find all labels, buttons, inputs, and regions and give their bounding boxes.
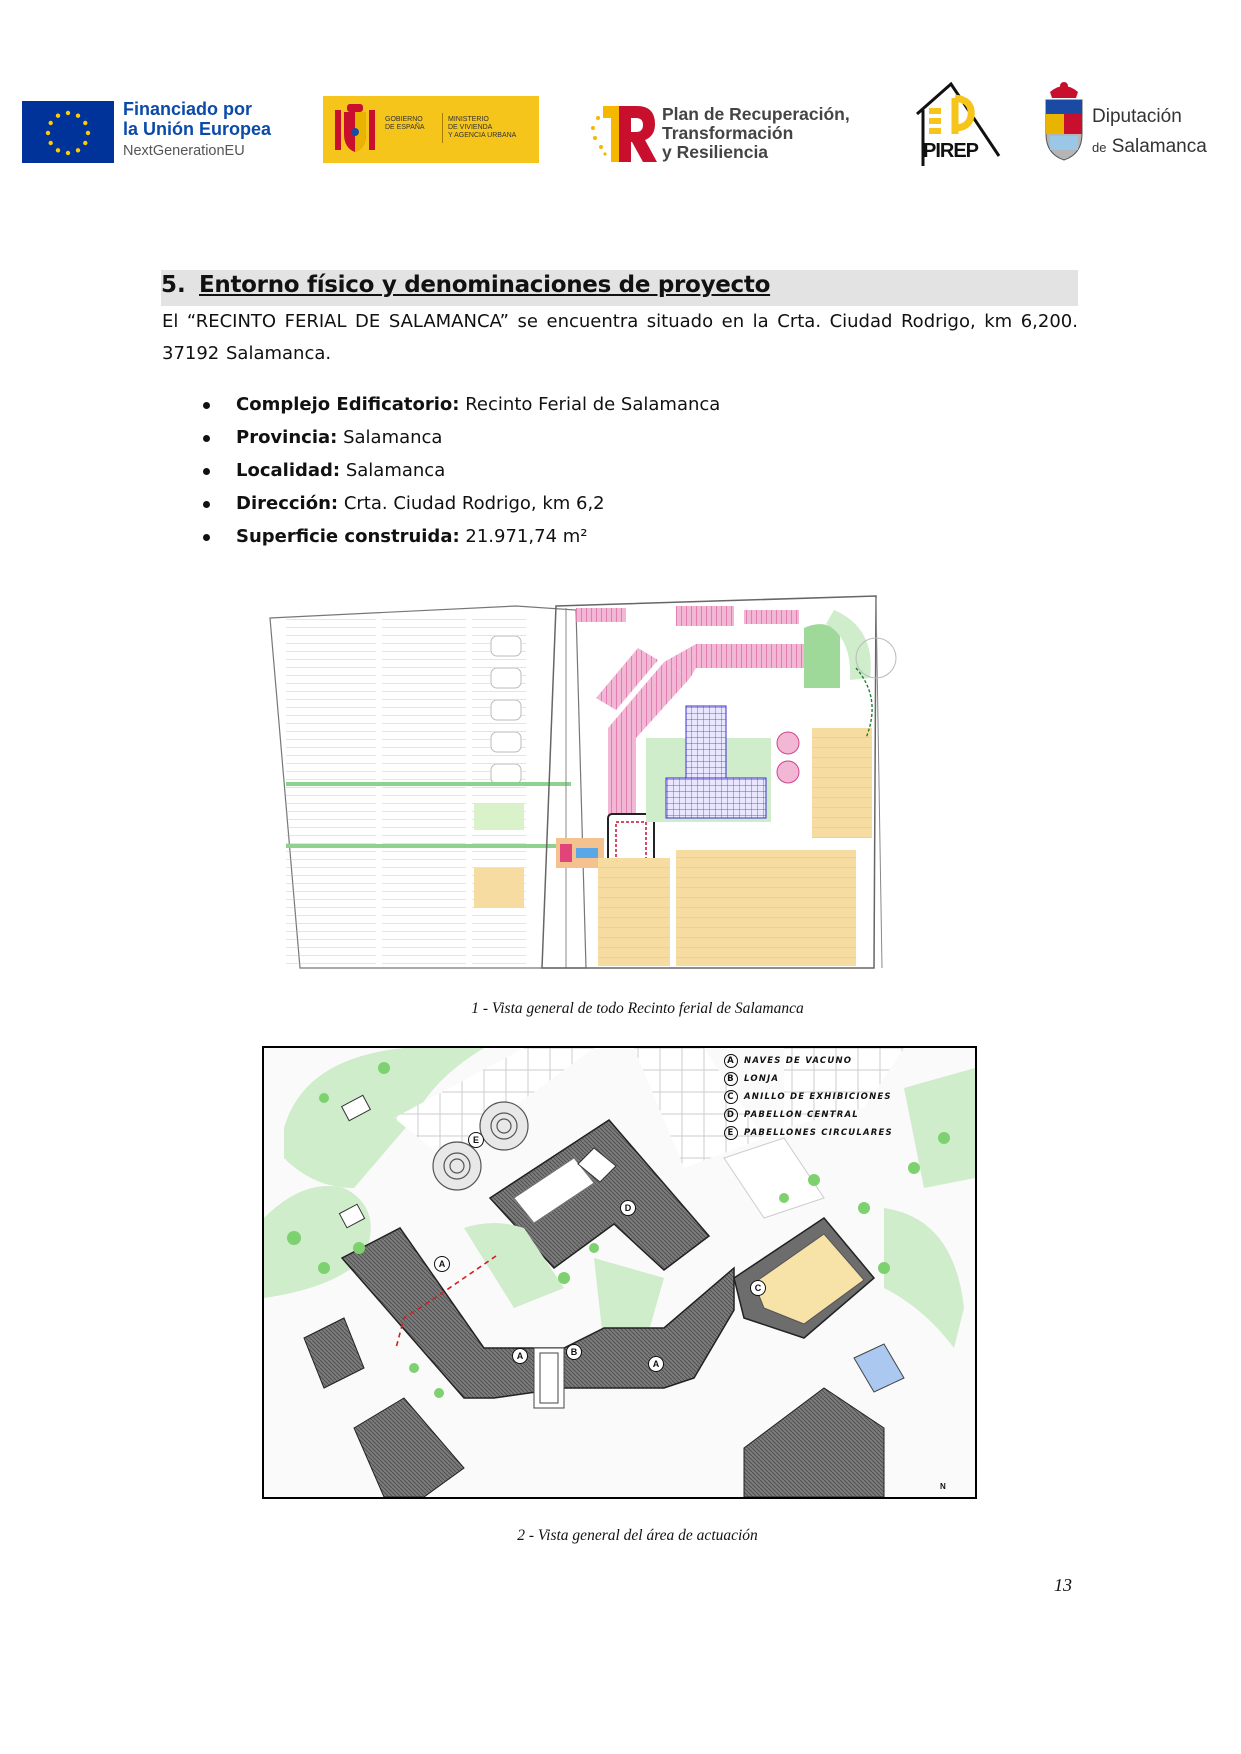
section-title: Entorno físico y denominaciones de proyecto bbox=[199, 272, 771, 298]
coat-of-arms-icon bbox=[331, 102, 379, 157]
legend-item: D PABELLON CENTRAL bbox=[724, 1106, 893, 1124]
list-item: Dirección: Crta. Ciudad Rodrigo, km 6,2 bbox=[162, 487, 720, 520]
marker-d: D bbox=[620, 1200, 636, 1216]
list-item: Provincia: Salamanca bbox=[162, 421, 720, 454]
list-item: Localidad: Salamanca bbox=[162, 454, 720, 487]
section-number: 5. bbox=[161, 272, 186, 298]
site-plan-figure bbox=[266, 588, 984, 976]
figure-legend bbox=[724, 1052, 893, 1142]
eu-flag-logo bbox=[22, 101, 114, 163]
pirep-logo bbox=[915, 80, 1002, 166]
legend-item: E PABELLONES CIRCULARES bbox=[724, 1124, 893, 1142]
marker-c: C bbox=[750, 1280, 766, 1296]
gobierno-label: GOBIERNO DE ESPAÑA bbox=[385, 116, 425, 131]
marker-a: A bbox=[434, 1256, 450, 1272]
diputacion-text: Diputación de Salamanca bbox=[1092, 106, 1207, 157]
eu-line3: NextGenerationEU bbox=[123, 143, 245, 159]
bullet-icon bbox=[203, 534, 210, 541]
figure-1-caption: 1 - Vista general de todo Recinto ferial de Salamanca bbox=[471, 1000, 804, 1017]
marker-a: A bbox=[648, 1356, 664, 1372]
marker-b: B bbox=[566, 1344, 582, 1360]
legend-item: A NAVES DE VACUNO bbox=[724, 1052, 893, 1070]
marker-e: E bbox=[468, 1132, 484, 1148]
location-paragraph: El “RECINTO FERIAL DE SALAMANCA” se encuentra situado en la Crta. Ciudad Rodrigo, km 6,200. 37192 Salamanca. bbox=[162, 311, 1078, 364]
diputacion-shield-logo bbox=[1040, 80, 1088, 164]
list-item: Superficie construida: 21.971,74 m² bbox=[162, 520, 720, 553]
legend-item: B LONJA bbox=[724, 1070, 893, 1088]
marker-a: A bbox=[512, 1348, 528, 1364]
eu-funding-text bbox=[123, 99, 271, 161]
bullet-icon bbox=[203, 402, 210, 409]
bullet-icon bbox=[203, 468, 210, 475]
gobierno-espana-logo bbox=[323, 96, 539, 163]
page-number: 13 bbox=[1054, 1575, 1072, 1595]
ministerio-label: MINISTERIO DE VIVIENDA Y AGENCIA URBANA bbox=[448, 116, 517, 139]
eu-line1: Financiado por bbox=[123, 99, 253, 119]
figure-2-caption: 2 - Vista general del área de actuación bbox=[517, 1527, 758, 1544]
action-area-figure bbox=[262, 1046, 977, 1499]
bullet-icon bbox=[203, 435, 210, 442]
legend-item: C ANILLO DE EXHIBICIONES bbox=[724, 1088, 893, 1106]
property-list bbox=[162, 388, 720, 553]
eu-line2: la Unión Europea bbox=[123, 119, 272, 139]
pirep-label: PIREP bbox=[923, 140, 979, 162]
prtr-text: Plan de Recuperación, Transformación y Resiliencia bbox=[662, 104, 850, 162]
bullet-icon bbox=[203, 501, 210, 508]
list-item: Complejo Edificatorio: Recinto Ferial de Salamanca bbox=[162, 388, 720, 421]
north-arrow-icon: N bbox=[940, 1482, 946, 1491]
prtr-logo bbox=[585, 102, 660, 164]
